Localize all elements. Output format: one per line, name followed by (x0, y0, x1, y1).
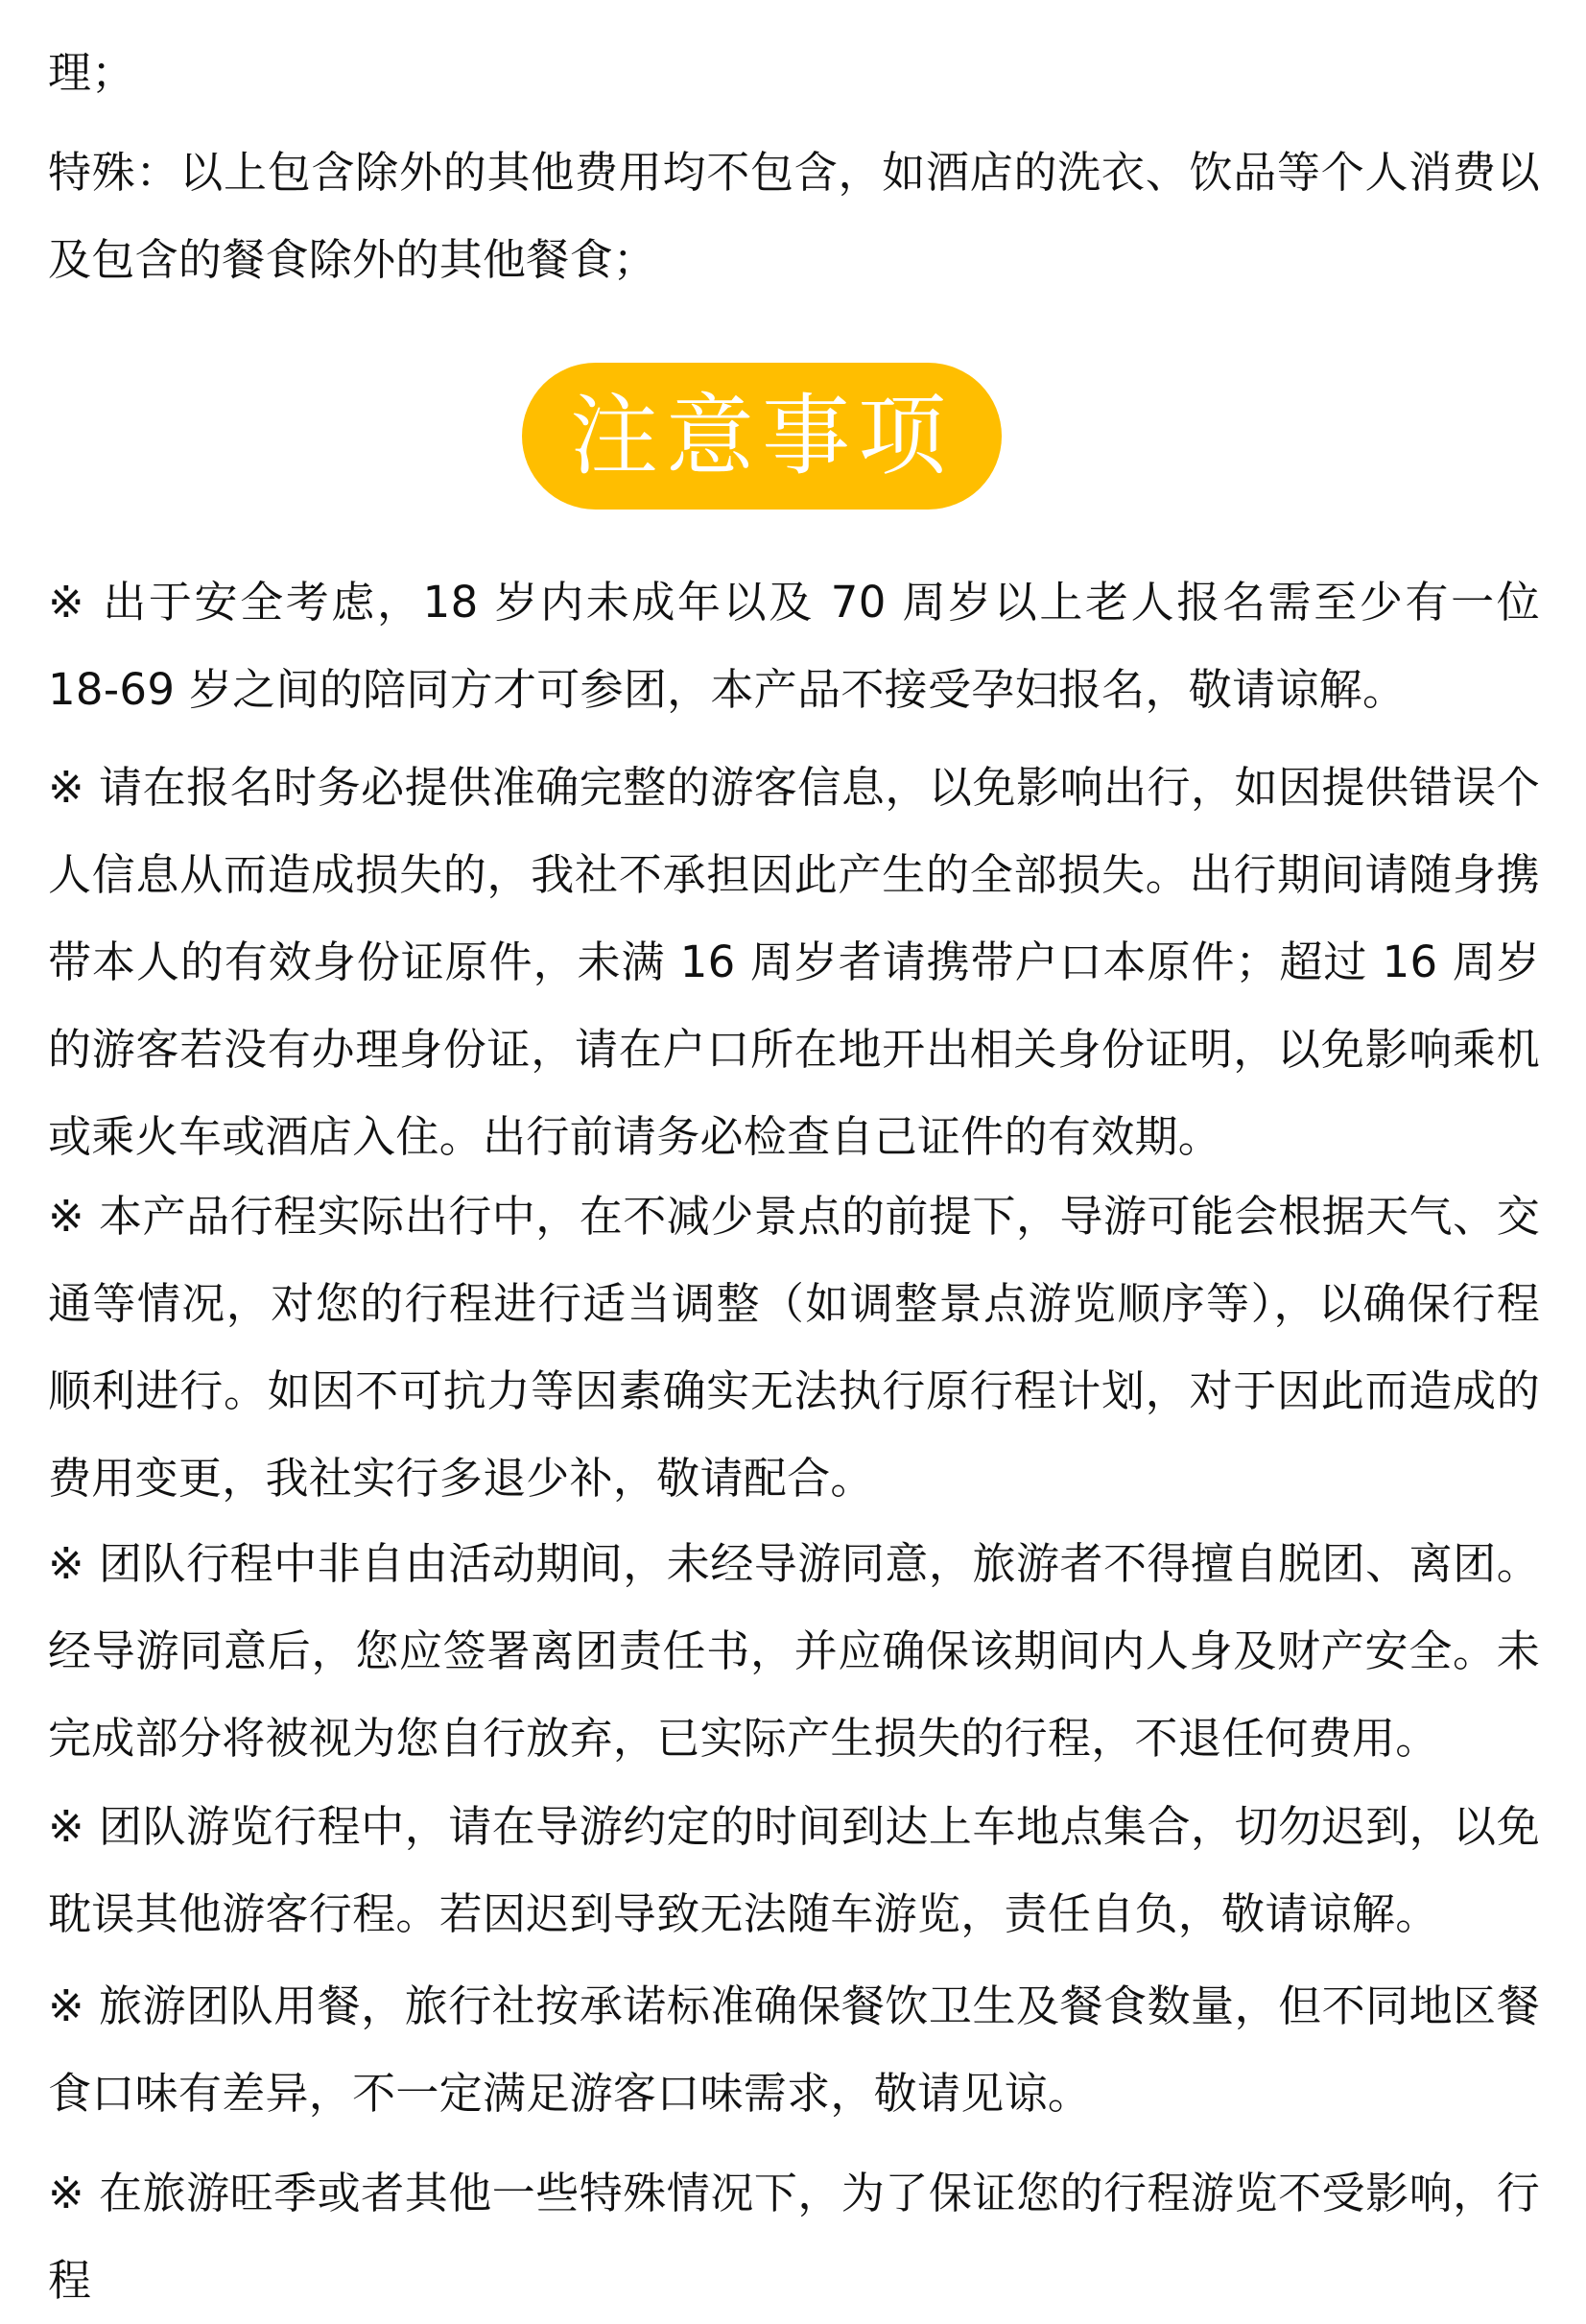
section-title: 注意事项 (569, 384, 954, 487)
note-id-documents: ※ 请在报名时务必提供准确完整的游客信息，以免影响出行，如因提供错误个人信息从而造成损失的，我社不承担因此产生的全部损失。出行期间请随身携带本人的有效身份证原件，未满 16 周岁者请携带户口本原件；超过 16 周岁的游客若没有办理身份证，请在户口所在地开出相关身份证明，以免影响乘机或乘火车或酒店入住。出行前请务必检查自己证件的有效期。 (48, 762, 1540, 1162)
special-exclusions: 特殊：以上包含除外的其他费用均不包含，如酒店的洗衣、饮品等个人消费以及包含的餐食除外的其他餐食； (48, 147, 1540, 285)
note-leaving-group: ※ 团队行程中非自由活动期间，未经导游同意，旅游者不得擅自脱团、离团。经导游同意后，您应签署离团责任书，并应确保该期间内人身及财产安全。未完成部分将被视为您自行放弃，已实际产生损失的行程，不退任何费用。 (48, 1538, 1540, 1764)
note-itinerary-adjustment: ※ 本产品行程实际出行中，在不减少景点的前提下，导游可能会根据天气、交通等情况，对您的行程进行适当调整（如调整景点游览顺序等），以确保行程顺利进行。如因不可抗力等因素确实无法执行原行程计划，对于因此而造成的费用变更，我社实行多退少补，敬请配合。 (48, 1191, 1540, 1504)
intro-line-end: 理； (48, 47, 135, 98)
note-punctuality: ※ 团队游览行程中，请在导游约定的时间到达上车地点集合，切勿迟到，以免耽误其他游客行程。若因迟到导致无法随车游览，责任自负，敬请谅解。 (48, 1801, 1540, 1939)
section-title-banner (522, 363, 1002, 510)
note-peak-season: ※ 在旅游旺季或者其他一些特殊情况下，为了保证您的行程游览不受影响，行程 (48, 2168, 1540, 2306)
note-age-requirement: ※ 出于安全考虑，18 岁内未成年以及 70 周岁以上老人报名需至少有一位 18-69 岁之间的陪同方才可参团，本产品不接受孕妇报名，敬请谅解。 (48, 577, 1540, 715)
note-meals: ※ 旅游团队用餐，旅行社按承诺标准确保餐饮卫生及餐食数量，但不同地区餐食口味有差异，不一定满足游客口味需求，敬请见谅。 (48, 1980, 1540, 2119)
